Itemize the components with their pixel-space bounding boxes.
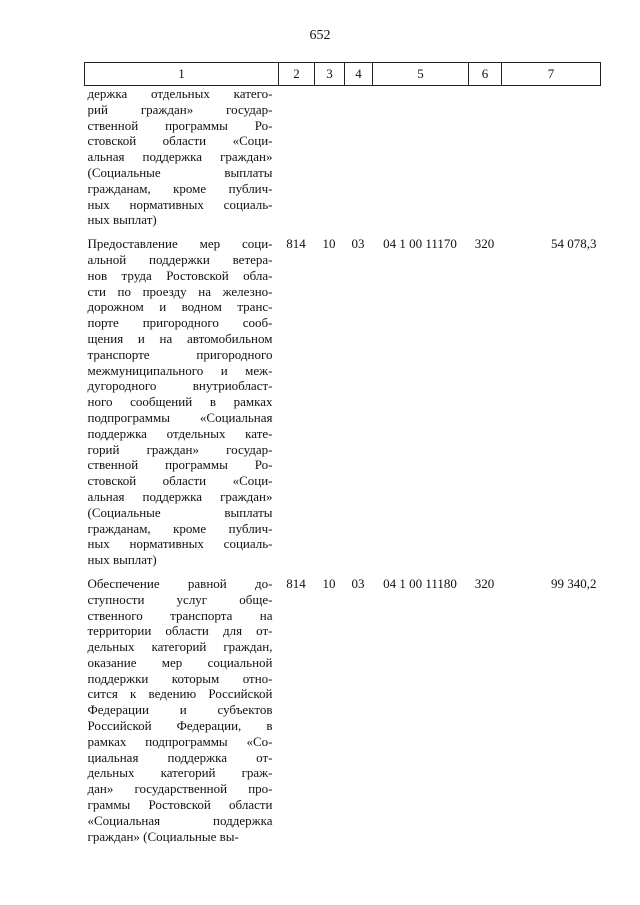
description-line: альная поддержка граждан»	[87, 149, 273, 165]
description-line: дельных категорий граждан,	[87, 639, 273, 655]
header-col-2: 2	[279, 63, 315, 86]
page-number: 652	[309, 28, 331, 43]
header-col-5: 5	[373, 63, 469, 86]
cell-ministry-code	[279, 86, 315, 229]
description-line: нов труда Ростовской обла-	[87, 267, 273, 283]
description-line: (Социальные выплаты	[87, 504, 273, 520]
description-line: щения и на автомобильном	[87, 330, 273, 346]
cell-subsection: 03	[351, 575, 365, 591]
cell-section: 10	[322, 575, 336, 591]
table-row	[85, 236, 601, 568]
description-line: гражданам, кроме публич-	[87, 180, 273, 196]
description-line: альной поддержки ветера-	[87, 251, 273, 267]
description-line: ступности услуг обще-	[87, 591, 273, 607]
description-line: территории области для от-	[87, 623, 273, 639]
description-line: ственной программы Ро-	[87, 117, 273, 133]
description-line: порте пригородного сооб-	[87, 315, 273, 331]
description-line: держка отдельных катего-	[87, 86, 273, 101]
table-body	[85, 86, 601, 845]
description-line: подпрограммы «Социальная	[87, 409, 273, 425]
description-line: ных выплат)	[87, 212, 157, 228]
cell-subsection: 03	[351, 236, 365, 252]
budget-table	[84, 62, 601, 844]
header-col-1: 1	[85, 63, 279, 86]
cell-amount: 99 340,2	[551, 575, 597, 591]
row-description	[85, 236, 279, 568]
description-line: дорожном и водном транс-	[87, 299, 273, 315]
header-col-3: 3	[315, 63, 345, 86]
description-line: стовской области «Соци-	[87, 473, 273, 489]
cell-expense-type	[469, 86, 502, 229]
description-line: рамках подпрограммы «Со-	[87, 733, 273, 749]
description-line: сится к ведению Российской	[87, 686, 273, 702]
cell-amount: 54 078,3	[551, 236, 597, 252]
description-line: поддержка отдельных кате-	[87, 425, 273, 441]
header-col-4: 4	[345, 63, 373, 86]
description-line: циальная поддержка от-	[87, 749, 273, 765]
cell-ministry-code: 814	[286, 575, 306, 591]
description-line: Предоставление мер соци-	[87, 236, 273, 252]
description-line: Российской Федерации, в	[87, 718, 273, 734]
description-line: межмуниципального и меж-	[87, 362, 273, 378]
description-line: альная поддержка граждан»	[87, 488, 273, 504]
description-line: ного сообщений в рамках	[87, 394, 273, 410]
description-line: стовской области «Соци-	[87, 133, 273, 149]
description-line: поддержки которым отно-	[87, 670, 273, 686]
header-col-7: 7	[502, 63, 601, 86]
description-line: рий граждан» государ-	[87, 101, 273, 117]
cell-expense-type: 320	[474, 575, 495, 591]
cell-subsection	[345, 86, 373, 229]
description-line: Федерации и субъектов	[87, 702, 273, 718]
description-line: «Социальная поддержка	[87, 812, 273, 828]
row-description	[85, 576, 279, 845]
description-line: граждан» (Социальные вы-	[87, 828, 239, 844]
description-line: ственного транспорта на	[87, 607, 273, 623]
description-line: (Социальные выплаты	[87, 164, 273, 180]
description-line: ных выплат)	[87, 552, 157, 568]
description-line: гражданам, кроме публич-	[87, 520, 273, 536]
cell-section: 10	[322, 236, 336, 252]
description-line: ственной программы Ро-	[87, 457, 273, 473]
cell-target-article: 04 1 00 11170	[383, 236, 457, 252]
table-row	[85, 86, 601, 229]
description-line: дугородного внутриобласт-	[87, 378, 273, 394]
description-line: дан» государственной про-	[87, 781, 273, 797]
cell-amount	[502, 86, 601, 229]
description-line: оказание мер социальной	[87, 654, 273, 670]
table-row	[85, 576, 601, 845]
row-spacer	[85, 568, 601, 576]
cell-ministry-code: 814	[286, 236, 306, 252]
description-line: дельных категорий граж-	[87, 765, 273, 781]
description-line: сти по проезду на железно-	[87, 283, 273, 299]
row-spacer	[85, 228, 601, 236]
table-header-row	[85, 63, 601, 86]
row-description	[85, 86, 279, 229]
description-line: Обеспечение равной до-	[87, 575, 273, 591]
cell-section	[315, 86, 345, 229]
description-line: транспорте пригородного	[87, 346, 273, 362]
description-line: граммы Ростовской области	[87, 797, 273, 813]
cell-expense-type: 320	[474, 236, 495, 252]
description-line: ных нормативных социаль-	[87, 196, 273, 212]
description-line: горий граждан» государ-	[87, 441, 273, 457]
cell-target-article	[373, 86, 469, 229]
description-line: ных нормативных социаль-	[87, 536, 273, 552]
cell-target-article: 04 1 00 11180	[383, 575, 457, 591]
header-col-6: 6	[469, 63, 502, 86]
